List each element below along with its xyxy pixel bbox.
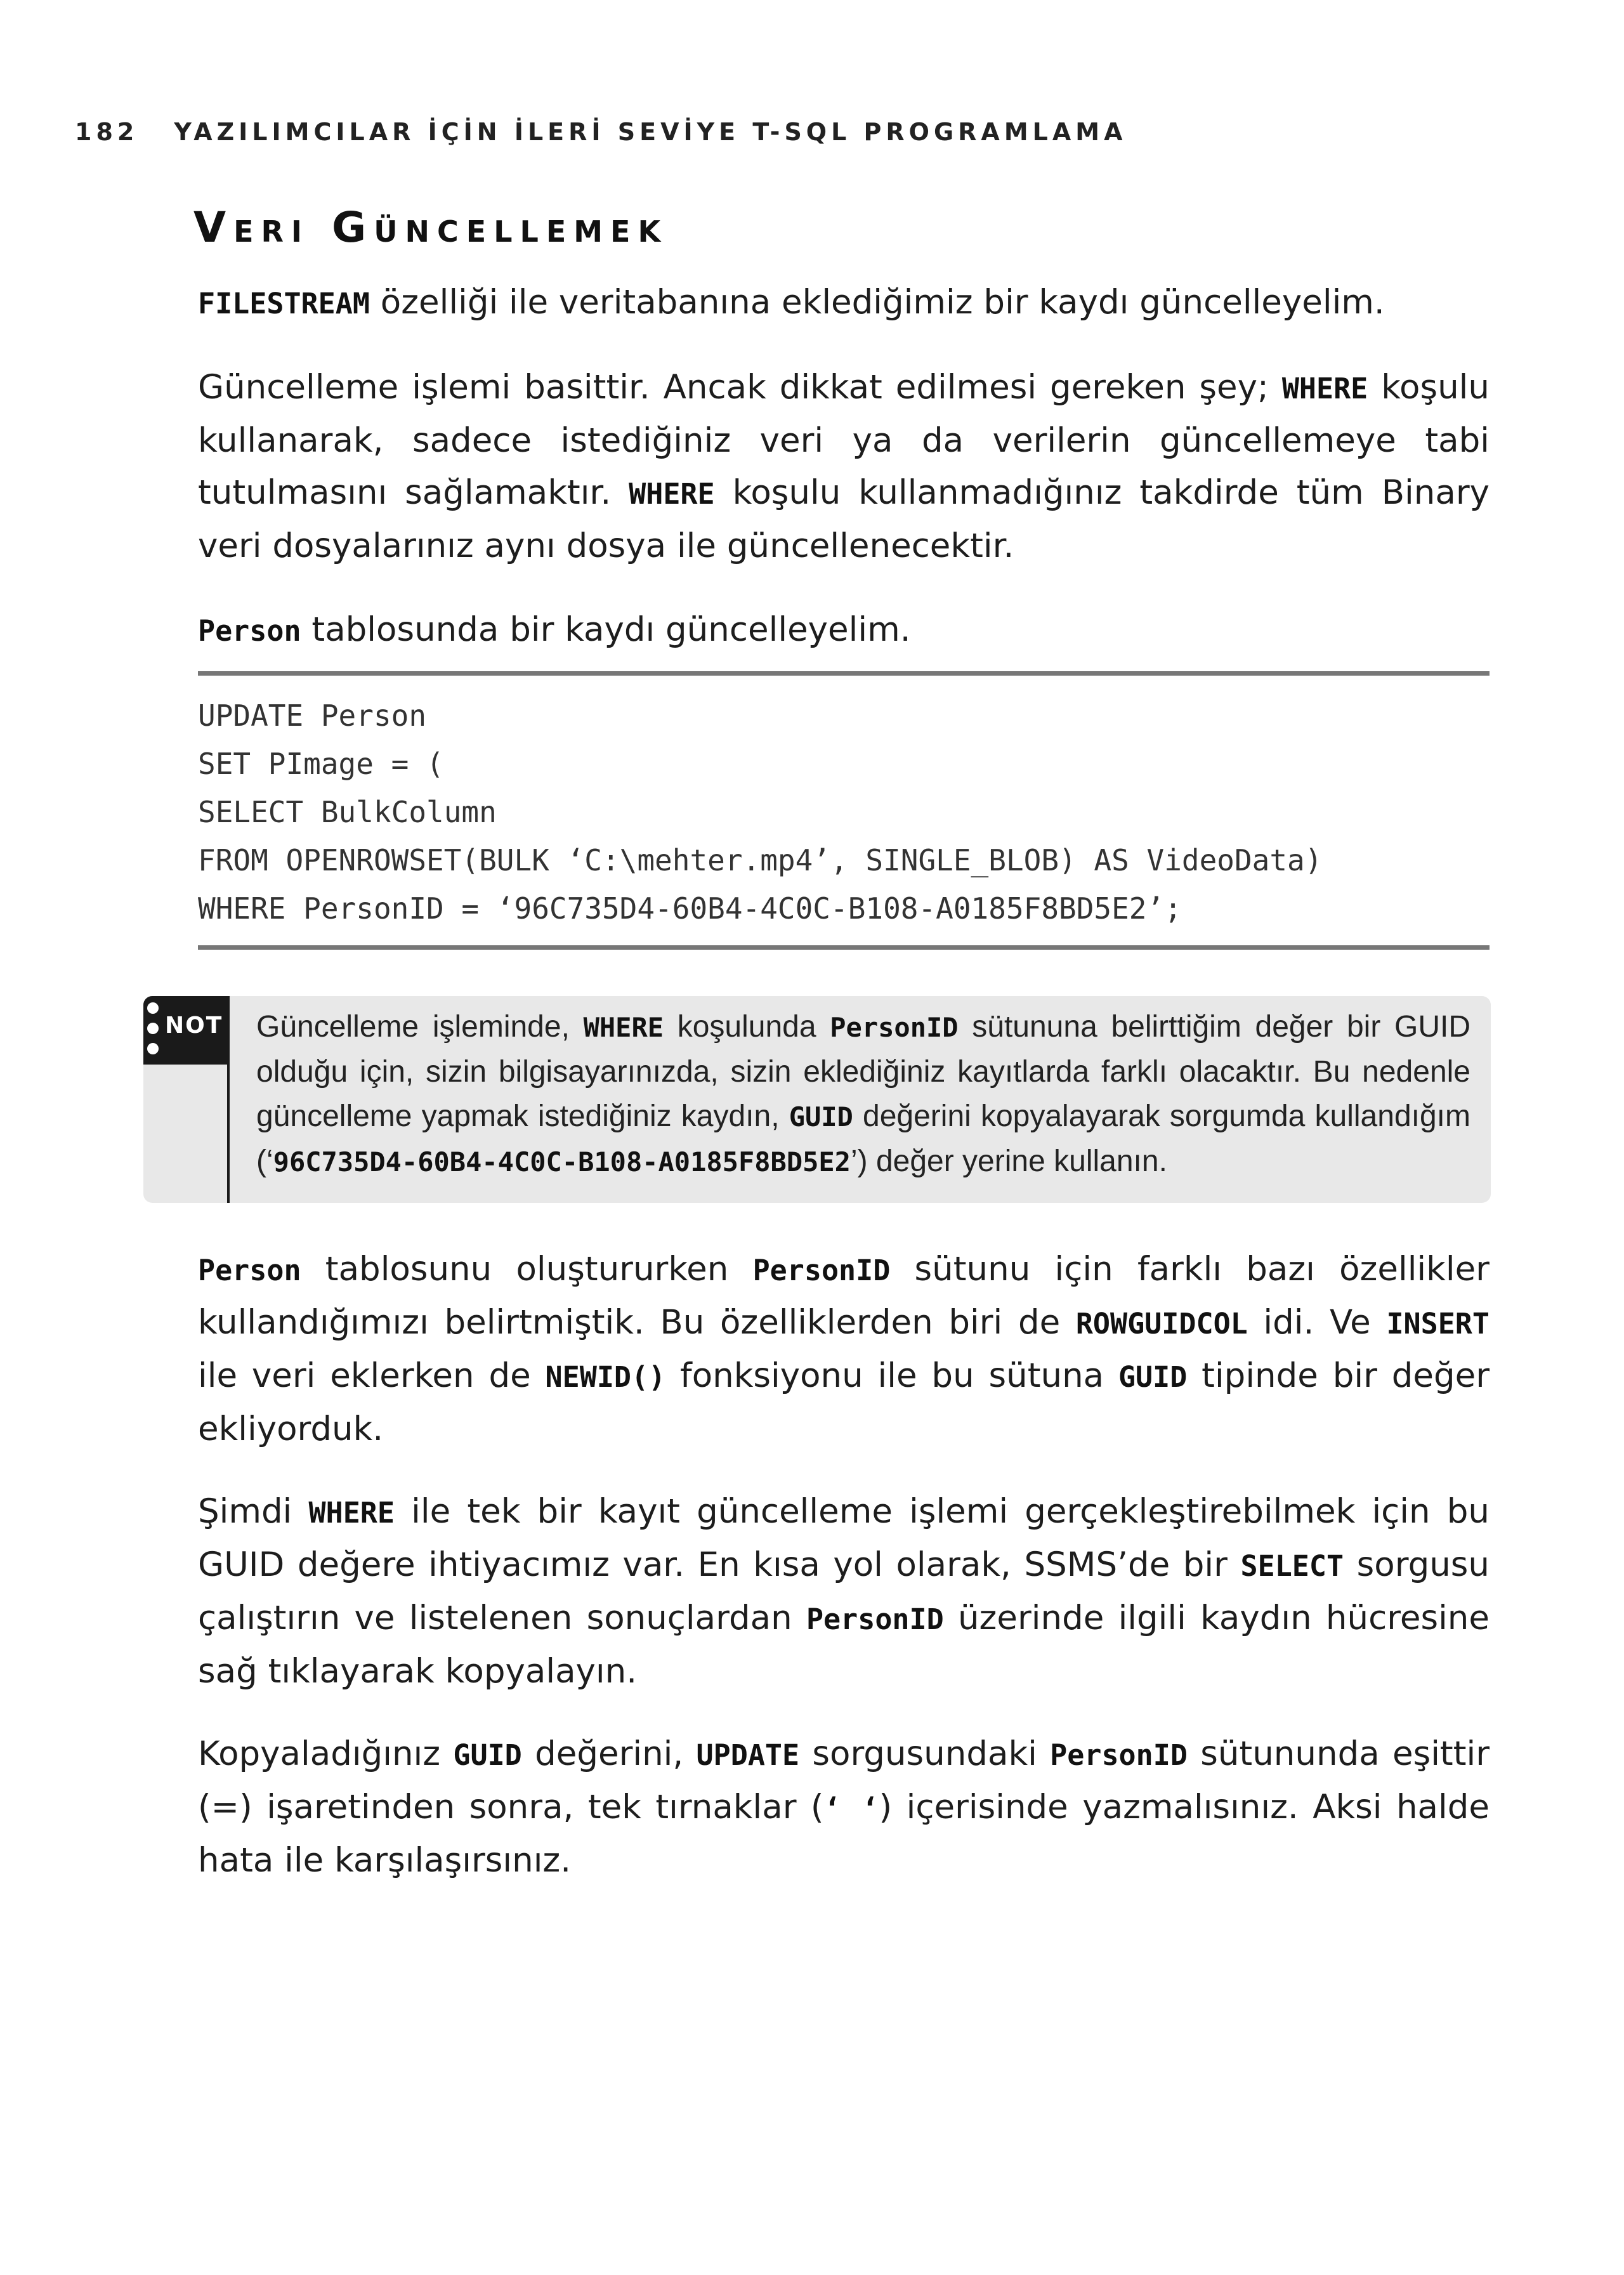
text-run: koşulunda (664, 1010, 830, 1044)
keyword: UPDATE (696, 1738, 800, 1772)
paragraph-guid-needed (198, 1486, 1490, 1698)
keyword: GUID (1118, 1360, 1188, 1394)
paragraph-paste-guid (198, 1728, 1490, 1887)
text-run: üzerinde ilgili kaydın hücresine sağ tıklayarak kopyalayın. (198, 1599, 1490, 1691)
paragraph-rowguidcol-text (198, 1243, 1490, 1455)
code-line: UPDATE Person (198, 698, 427, 733)
text-run: tablosunda bir kaydı güncelleyelim. (301, 610, 911, 649)
keyword: WHERE (308, 1496, 395, 1530)
keyword: PersonID (752, 1254, 891, 1287)
code-line: FROM OPENROWSET(BULK ‘C:\mehter.mp4’, SINGLE_BLOB) AS VideoData) (198, 843, 1323, 877)
page-number: 182 (75, 118, 139, 146)
text-run: sütunu için farklı bazı özellikler kullandığımızı belirtmiştik. Bu özelliklerden biri de (198, 1250, 1490, 1342)
keyword: NEWID() (545, 1360, 666, 1394)
section-title: Veri Güncellemek (193, 203, 669, 252)
text-run: özelliği ile veritabanına eklediğimiz bir kaydı güncelleyelim. (369, 283, 1385, 322)
text-run: ’) değer yerine kullanın. (850, 1144, 1167, 1178)
keyword: ‘ ‘ (823, 1792, 879, 1825)
paragraph-paste-guid-text (198, 1728, 1490, 1887)
paragraph-intro-text (198, 277, 1490, 330)
text-run: sorgusu çalıştırın ve listelenen sonuçlardan (198, 1545, 1490, 1637)
paragraph-update-info-text (198, 362, 1490, 572)
keyword: SELECT (1240, 1549, 1344, 1583)
text-run: Güncelleme işleminde, (256, 1010, 584, 1044)
keyword: INSERT (1386, 1307, 1490, 1341)
keyword: Person (198, 1254, 301, 1287)
keyword: ROWGUIDCOL (1075, 1307, 1248, 1341)
text-run: idi. Ve (1247, 1303, 1387, 1342)
code-line: SELECT BulkColumn (198, 795, 497, 829)
note-bullet-icon (147, 1043, 159, 1054)
text-run: koşulu kullanarak, sadece istediğiniz veri ya da verilerin güncellemeye tabi tutulmasını sağlamaktır. (198, 368, 1490, 512)
text-run: tipinde bir değer ekliyorduk. (198, 1356, 1490, 1448)
keyword: GUID (789, 1101, 853, 1132)
text-run: değerini, (521, 1734, 697, 1773)
running-header (75, 118, 1127, 146)
paragraph-rowguidcol (198, 1243, 1490, 1455)
keyword: 96C735D4-60B4-4C0C-B108-A0185F8BD5E2 (273, 1146, 851, 1177)
text-run: ) içerisinde yazmalısınız. Aksi halde hata ile karşılaşırsınız. (198, 1788, 1490, 1880)
keyword: PersonID (1050, 1738, 1188, 1772)
code-top-rule (198, 671, 1490, 676)
text-run: tablosunu oluştururken (301, 1250, 753, 1288)
keyword: WHERE (583, 1012, 664, 1043)
text-run: değerini kopyalayarak sorgumda kullandığım (‘ (256, 1099, 1470, 1178)
note-text (256, 1005, 1470, 1184)
keyword: PersonID (806, 1603, 944, 1636)
keyword: FILESTREAM (198, 287, 370, 320)
text-run: Kopyaladığınız (198, 1734, 454, 1773)
text-run: ile tek bir kayıt güncelleme işlemi gerçekleştirebilmek için bu GUID değere ihtiyacımız var. En kısa yol olarak, SSMS’de bir (198, 1492, 1490, 1584)
code-bottom-rule (198, 945, 1490, 950)
note-tag-label: NOT (165, 1013, 223, 1039)
note-bullet-icon (147, 1002, 159, 1014)
text-run: sütununa belirttiğim değer bir GUID olduğu için, sizin bilgisayarınızda, sizin eklediğiniz kayıtlarda farklı olacaktır. Bu nedenle güncelleme yapmak istediğiniz kaydın, (256, 1010, 1471, 1133)
paragraph-person-update-text (198, 604, 1490, 657)
keyword: WHERE (1281, 372, 1368, 405)
text-run: fonksiyonu ile bu sütuna (665, 1356, 1118, 1395)
text-run: Güncelleme işlemi basittir. Ancak dikkat edilmesi gereken şey; (198, 368, 1282, 407)
code-line: WHERE PersonID = ‘96C735D4-60B4-4C0C-B108-A0185F8BD5E2’; (198, 891, 1182, 926)
keyword: Person (198, 614, 301, 648)
note-bullet-icon (147, 1023, 159, 1034)
text-run: ile veri eklerken de (198, 1356, 546, 1395)
text-run: Şimdi (198, 1492, 309, 1531)
paragraph-person-update (198, 604, 1490, 657)
text-run: sütununda eşittir (=) işaretinden sonra, tek tırnaklar ( (198, 1734, 1490, 1826)
text-run: koşulu kullanmadığınız takdirde tüm Binary veri dosyalarınız aynı dosya ile güncellenecektir. (198, 473, 1490, 565)
keyword: GUID (453, 1738, 522, 1772)
paragraph-guid-needed-text (198, 1486, 1490, 1698)
note-divider (227, 996, 230, 1203)
keyword: WHERE (629, 477, 715, 511)
paragraph-intro (198, 277, 1490, 330)
book-title: YAZILIMCILAR İÇİN İLERİ SEVİYE T-SQL PROGRAMLAMA (174, 118, 1127, 146)
text-run: sorgusundaki (799, 1734, 1051, 1773)
keyword: PersonID (830, 1012, 959, 1043)
code-block (198, 692, 1490, 933)
code-line: SET PImage = ( (198, 747, 444, 781)
paragraph-update-info (198, 362, 1490, 572)
